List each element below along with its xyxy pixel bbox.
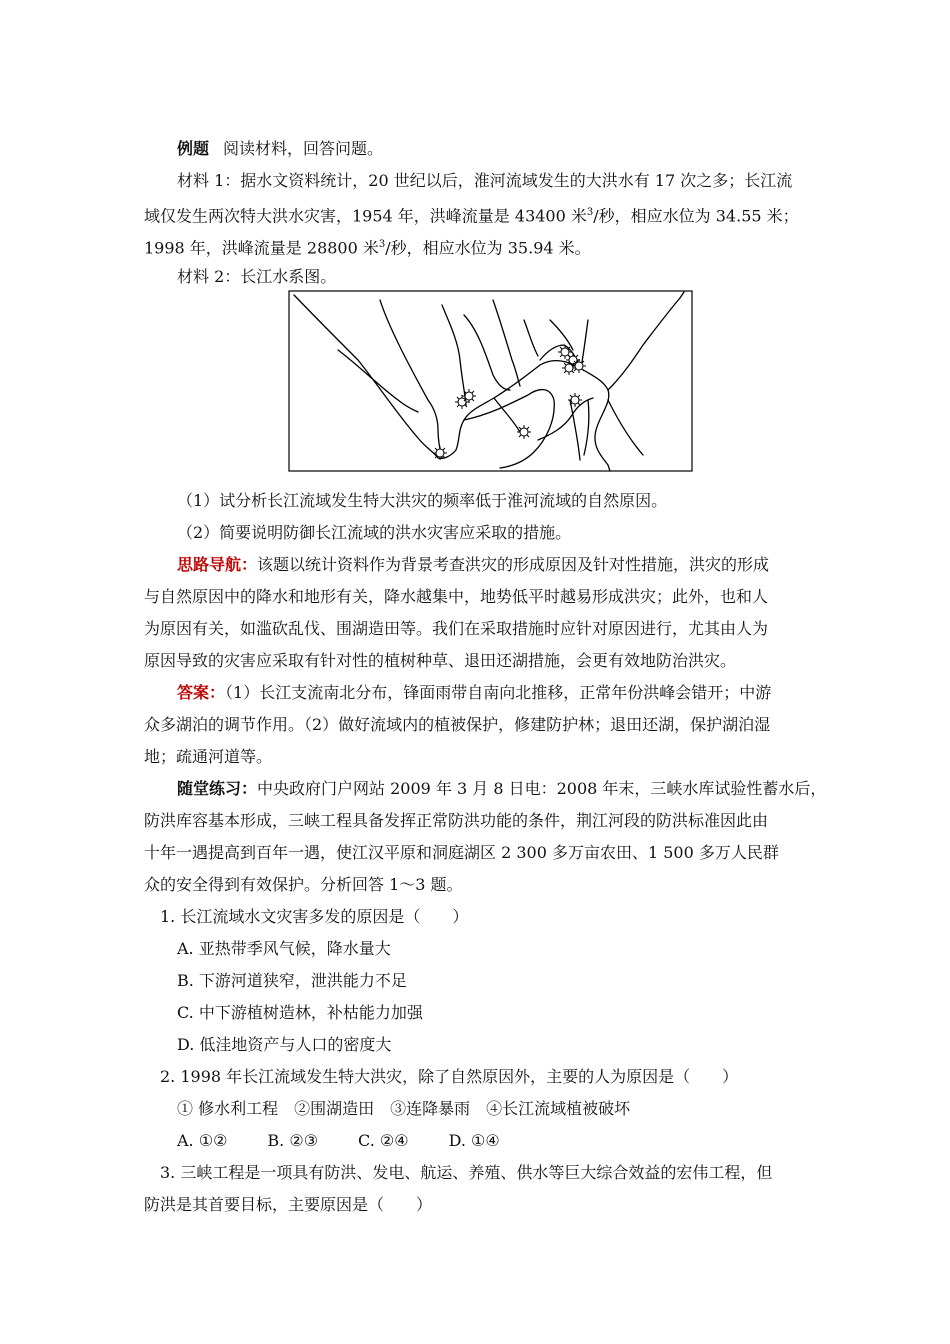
example-heading [177,138,842,160]
yangtze-river-map [288,290,693,472]
question1-stem: 1. 长江流域水文灾害多发的原因是（ ） [160,907,469,926]
question2-options [177,1130,842,1152]
analysis-text: 该题以统计资料作为背景考查洪灾的形成原因及针对性措施，洪灾的形成 [257,555,770,574]
question2-stem: 2. 1998 年长江流域发生特大洪灾，除了自然原因外，主要的人为原因是（ ） [160,1067,739,1086]
question1-option-c: C. 中下游植树造林，补枯能力加强 [177,1003,423,1022]
question1-option-a: A. 亚热带季风气候，降水量大 [177,939,391,958]
practice-line1 [177,778,842,800]
practice-label: 随堂练习： [177,779,258,798]
material1-line2-tail: /秒，相应水位为 34.55 米； [593,206,799,226]
flood-marker-icon [462,389,476,403]
question1-option-b: B. 下游河道狭窄，泄洪能力不足 [177,971,407,990]
question2-option-a: A. ①② [177,1131,228,1150]
superscript: 3 [378,239,386,250]
material1-line1: 材料 1：据水文资料统计，20 世纪以后，淮河流域发生的大洪水有 17 次之多；长江流 [177,171,793,190]
question2-option-c: C. ②④ [358,1131,409,1150]
answer-line3: 地；疏通河道等。 [144,747,273,766]
question3-line2: 防洪是其首要目标，主要原因是（ ） [144,1195,433,1214]
map-frame [289,291,692,471]
question3-line1: 3. 三峡工程是一项具有防洪、发电、航运、养殖、供水等巨大综合效益的宏伟工程，但 [160,1163,773,1182]
example-question-2: （2）简要说明防御长江流域的洪水灾害应采取的措施。 [177,523,572,542]
analysis-label: 思路导航： [177,555,258,574]
question2-option-d: D. ①④ [448,1131,500,1150]
material1-line3 [144,234,809,259]
question2-option-b: B. ②③ [267,1131,319,1150]
example-question-1: （1）试分析长江流域发生特大洪灾的频率低于淮河流域的自然原因。 [177,491,668,510]
material2-caption: 材料 2：长江水系图。 [177,267,337,286]
flood-marker-icon [568,393,582,407]
answer-text: （1）长江支流南北分布，锋面雨带自南向北推移，正常年份洪峰会错开；中游 [225,683,772,702]
material1-line3-tail: /秒，相应水位为 35.94 米。 [385,238,591,258]
answer-line1 [177,682,842,704]
flood-marker-icon [517,425,531,439]
analysis-line2: 与自然原因中的降水和地形有关，降水越集中，地势低平时越易形成洪灾；此外，也和人 [144,587,769,606]
practice-line4: 众的安全得到有效保护。分析回答 1～3 题。 [144,875,463,894]
material1-line2 [144,202,809,227]
practice-text: 中央政府门户网站 2009 年 3 月 8 日电：2008 年末，三峡水库试验性蓄水后， [257,779,827,798]
material1-line2-text: 域仅发生两次特大洪水灾害，1954 年，洪峰流量是 43400 米 [144,206,587,226]
flood-marker-icon [572,359,586,373]
material1-line3-text: 1998 年，洪峰流量是 28800 米 [144,238,379,258]
flood-marker-icon [433,446,447,460]
practice-line3: 十年一遇提高到百年一遇，使江汉平原和洞庭湖区 2 300 多万亩农田、1 500 多万人民群 [144,843,779,862]
superscript: 3 [586,207,594,218]
example-prompt: 阅读材料，回答问题。 [223,139,384,158]
analysis-line1 [177,554,842,576]
example-title: 例题 [177,139,210,158]
answer-line2: 众多湖泊的调节作用。（2）做好流域内的植被保护，修建防护林；退田还湖，保护湖泊湿 [144,715,771,734]
flood-marker-icon [562,361,576,375]
question2-items: ① 修水利工程 ②围湖造田 ③连降暴雨 ④长江流域植被破坏 [177,1099,631,1118]
practice-line2: 防洪库容基本形成，三峡工程具备发挥正常防洪功能的条件，荆江河段的防洪标准因此由 [144,811,769,830]
analysis-line3: 为原因有关，如滥砍乱伐、围湖造田等。我们在采取措施时应针对原因进行，尤其由人为 [144,619,769,638]
analysis-line4: 原因导致的灾害应采取有针对性的植树种草、退田还湖措施，会更有效地防治洪灾。 [144,651,737,670]
question1-option-d: D. 低洼地资产与人口的密度大 [177,1035,392,1054]
answer-label: 答案： [177,683,226,702]
